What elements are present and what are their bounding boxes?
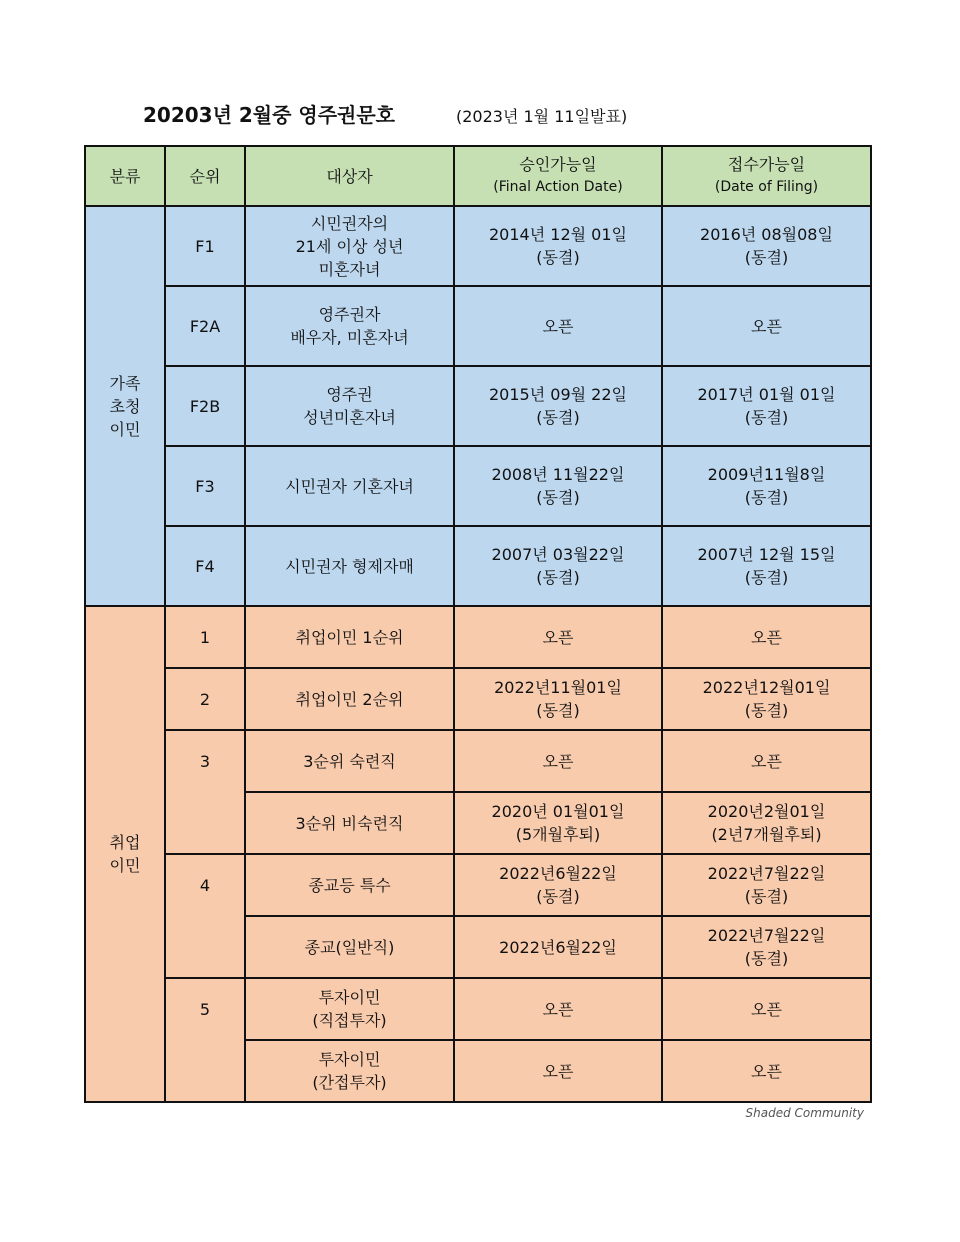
rank-cell: F1 <box>165 206 245 286</box>
target-line: 미혼자녀 <box>318 259 381 279</box>
table-row <box>85 206 871 286</box>
rank-cell: 4 <box>165 854 245 978</box>
status-line: (동결) <box>744 949 789 968</box>
filing-cell <box>662 792 871 854</box>
rank-cell: 2 <box>165 668 245 730</box>
header-filing <box>662 146 871 206</box>
status-line: (동결) <box>536 568 580 587</box>
date-line: 오픈 <box>751 1061 782 1081</box>
header-final-action-en: (Final Action Date) <box>493 179 623 195</box>
date-line: 오픈 <box>542 1061 574 1081</box>
header-filing-ko: 접수가능일 <box>727 155 806 174</box>
header-filing-en: (Date of Filing) <box>714 179 819 195</box>
date-line: 2022년7월22일 <box>707 864 826 883</box>
target-cell <box>245 366 454 446</box>
date-line: 오픈 <box>751 316 782 336</box>
table-row <box>85 668 871 730</box>
date-line: 오픈 <box>542 751 574 771</box>
target-line: 종교(일반직) <box>304 937 395 957</box>
target-line: (간접투자) <box>312 1073 387 1092</box>
target-line: 영주권자 <box>318 305 381 324</box>
target-line: 취업이민 1순위 <box>295 627 404 647</box>
target-line: 시민권자의 <box>310 213 389 233</box>
date-line: 오픈 <box>751 627 782 647</box>
status-line: (동결) <box>744 248 789 267</box>
rank-cell: F4 <box>165 526 245 606</box>
target-cell <box>245 446 454 526</box>
date-line: 2022년7월22일 <box>707 926 826 945</box>
status-line: (동결) <box>744 408 789 427</box>
header-category: 분류 <box>85 146 165 206</box>
final-action-cell <box>454 854 662 916</box>
target-cell <box>245 206 454 286</box>
target-cell <box>245 286 454 366</box>
target-cell <box>245 792 454 854</box>
target-line: 투자이민 <box>318 1050 381 1069</box>
final-action-cell <box>454 978 662 1040</box>
date-line: 2007년 03월22일 <box>491 545 625 564</box>
status-line: (2년7개월후퇴) <box>711 825 822 844</box>
category-employment-line: 이민 <box>109 856 141 875</box>
date-line: 2022년6월22일 <box>499 864 617 883</box>
date-line: 2007년 12월 15일 <box>697 545 836 564</box>
target-cell <box>245 526 454 606</box>
header-final-action <box>454 146 662 206</box>
page-title: 20203년 2월중 영주권문호 <box>143 103 395 127</box>
filing-cell <box>662 916 871 978</box>
final-action-cell <box>454 366 662 446</box>
target-line: 종교등 특수 <box>308 875 391 895</box>
category-employment-line: 취업 <box>109 833 141 852</box>
final-action-cell <box>454 526 662 606</box>
table-row <box>85 446 871 526</box>
date-line: 2015년 09월 22일 <box>489 385 627 404</box>
status-line: (동결) <box>536 488 580 507</box>
announcement-date: (2023년 1월 11일발표) <box>456 107 628 126</box>
date-line: 2017년 01월 01일 <box>697 385 836 404</box>
filing-cell <box>662 446 871 526</box>
category-family <box>85 206 165 606</box>
final-action-cell <box>454 446 662 526</box>
header-rank: 순위 <box>165 146 245 206</box>
category-family-line: 가족 <box>109 373 141 393</box>
filing-cell <box>662 668 871 730</box>
status-line: (동결) <box>536 701 580 720</box>
date-line: 2014년 12월 01일 <box>489 225 627 244</box>
target-line: 투자이민 <box>318 988 381 1007</box>
final-action-cell <box>454 916 662 978</box>
header-target: 대상자 <box>245 146 454 206</box>
table-row <box>85 526 871 606</box>
status-line: (동결) <box>744 568 789 587</box>
date-line: 2009년11월8일 <box>707 465 826 484</box>
status-line: (동결) <box>536 408 580 427</box>
final-action-cell <box>454 1040 662 1102</box>
filing-cell <box>662 978 871 1040</box>
category-employment <box>85 606 165 1102</box>
target-line: (직접투자) <box>312 1011 387 1030</box>
final-action-cell <box>454 286 662 366</box>
target-cell <box>245 854 454 916</box>
date-line: 2016년 08월08일 <box>700 225 833 244</box>
date-line: 2022년12월01일 <box>702 678 831 697</box>
rank-cell: F2A <box>165 286 245 366</box>
header-row <box>85 146 871 206</box>
filing-cell <box>662 1040 871 1102</box>
filing-cell <box>662 606 871 668</box>
date-line: 오픈 <box>751 751 782 771</box>
date-line: 2020년2월01일 <box>707 802 826 821</box>
rank-cell: F2B <box>165 366 245 446</box>
target-cell <box>245 1040 454 1102</box>
date-line: 2020년 01월01일 <box>491 802 625 821</box>
status-line: (동결) <box>744 488 789 507</box>
rank-cell: 1 <box>165 606 245 668</box>
target-line: 3순위 숙련직 <box>303 751 396 771</box>
status-line: (동결) <box>536 887 580 906</box>
target-line: 21세 이상 성년 <box>295 236 404 256</box>
status-line: (동결) <box>536 248 580 267</box>
date-line: 2008년 11월22일 <box>491 465 625 484</box>
table-row <box>85 978 871 1040</box>
filing-cell <box>662 854 871 916</box>
target-cell <box>245 606 454 668</box>
filing-cell <box>662 286 871 366</box>
filing-cell <box>662 366 871 446</box>
status-line: (동결) <box>744 887 789 906</box>
date-line: 2022년11월01일 <box>494 678 622 697</box>
table-row <box>85 854 871 916</box>
source-credit: Shaded Community <box>745 1106 864 1120</box>
category-family-line: 초청 <box>109 396 141 416</box>
status-line: (5개월후퇴) <box>515 825 601 844</box>
date-line: 2022년6월22일 <box>499 937 617 957</box>
target-cell <box>245 978 454 1040</box>
final-action-cell <box>454 668 662 730</box>
target-line: 시민권자 기혼자녀 <box>285 476 414 496</box>
header-final-action-ko: 승인가능일 <box>519 155 597 174</box>
final-action-cell <box>454 606 662 668</box>
filing-cell <box>662 526 871 606</box>
date-line: 오픈 <box>751 999 782 1019</box>
filing-cell <box>662 730 871 792</box>
filing-cell <box>662 206 871 286</box>
target-cell <box>245 668 454 730</box>
rank-cell: F3 <box>165 446 245 526</box>
target-line: 성년미혼자녀 <box>303 408 396 427</box>
table-row <box>85 366 871 446</box>
table-row <box>85 606 871 668</box>
target-line: 3순위 비숙련직 <box>295 813 404 833</box>
table-row <box>85 730 871 792</box>
date-line: 오픈 <box>542 316 574 336</box>
date-line: 오픈 <box>542 627 574 647</box>
rank-cell: 5 <box>165 978 245 1102</box>
target-line: 배우자, 미혼자녀 <box>290 328 409 347</box>
category-family-line: 이민 <box>109 419 141 439</box>
target-cell <box>245 916 454 978</box>
status-line: (동결) <box>744 701 789 720</box>
final-action-cell <box>454 730 662 792</box>
target-line: 시민권자 형제자매 <box>285 556 414 576</box>
final-action-cell <box>454 792 662 854</box>
final-action-cell <box>454 206 662 286</box>
visa-bulletin-table <box>84 145 872 1103</box>
table-row <box>85 286 871 366</box>
target-line: 취업이민 2순위 <box>295 689 404 709</box>
date-line: 오픈 <box>542 999 574 1019</box>
target-line: 영주권 <box>326 385 373 404</box>
rank-cell: 3 <box>165 730 245 854</box>
target-cell <box>245 730 454 792</box>
